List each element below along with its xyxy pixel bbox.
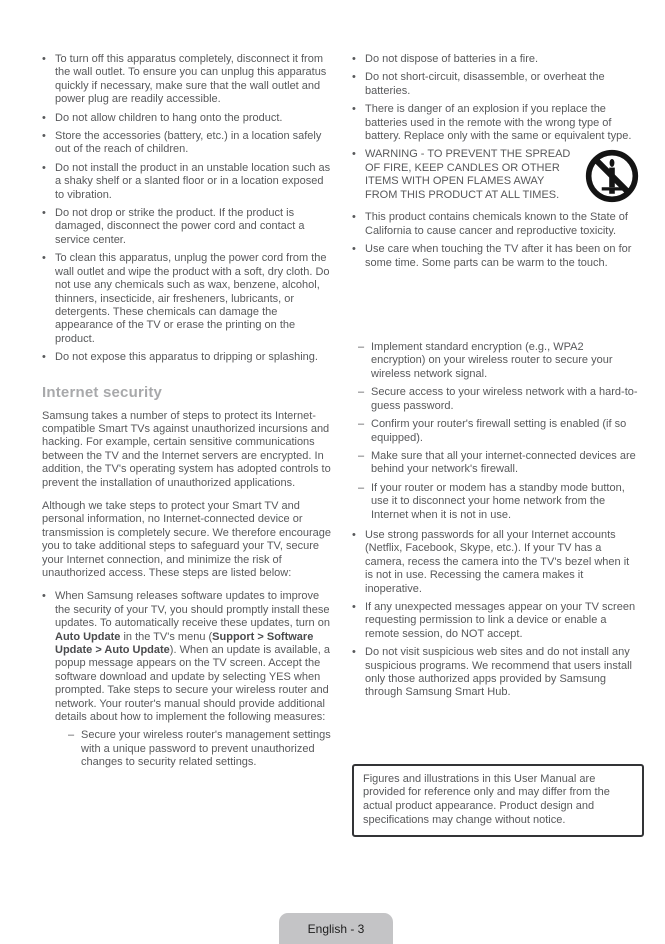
router-measures-list-continued [358,341,640,522]
list-item [42,112,332,125]
list-item-text: When Samsung releases software updates to improve the security of your TV, you should promptly install these updates. To automatically receive these updates, turn on Auto Update in the TV's menu (Support > Software Update > Auto Update). When an update is available, a popup message appears on the TV screen. Accept the software download and update by selecting YES when prompted. Take steps to secure your wireless router and network. Your router's manual should provide additional details about how to implement the following measures: [55,590,331,724]
software-update-list [42,590,332,724]
section-paragraph: Although we take steps to protect your Smart TV and personal information, no Internet-connected device or transmission is completely secure. We therefore encourage you to take additional steps to safeguard your TV, secure your Internet connection, and minimize the risk of unauthorized access. These steps are listed below: [42,499,331,579]
list-item [42,590,332,724]
router-measures-list [68,729,332,769]
list-item-text: Do not allow children to hang onto the product. [55,111,283,124]
section-heading: Internet security [42,383,163,401]
notice-box: Figures and illustrations in this User Manual are provided for reference only and may differ from the actual product appearance. Product design and specifications may change without notice. [352,764,644,837]
list-item [358,341,640,381]
security-advice-list [352,529,640,700]
list-item-text: Do not drop or strike the product. If the product is damaged, disconnect the power cord and contact a service center. [55,207,305,246]
bullet-icon: • [42,252,46,265]
bullet-icon: • [42,53,46,65]
list-item [352,211,640,238]
dash-icon: – [358,341,365,354]
list-item-text: Do not visit suspicious web sites and do not install any suspicious programs. We recommend that users install only those authorized apps provided by Samsung through Samsung Smart Hub. [365,646,632,699]
section-paragraph: Samsung takes a number of steps to protect its Internet-compatible Smart TVs against unauthorized incursions and hacking. For example, certain sensitive communications between the TV and the Internet servers are encrypted. In addition, the TV's operating system has adopted controls to prevent the installation of unauthorized applications. [42,409,331,489]
list-item [358,450,640,477]
list-item [352,529,640,596]
list-item [42,207,332,247]
no-open-flames-icon [584,148,640,204]
list-item-text: Secure access to your wireless network with a hard-to-guess password. [371,386,638,412]
list-item-text: If any unexpected messages appear on your TV screen requesting permission to link a device or enable a remote session, do NOT accept. [365,600,636,640]
list-item-text: Store the accessories (battery, etc.) in a location safely out of the reach of children. [55,130,322,156]
list-item [352,243,640,270]
list-item [358,386,640,413]
list-item [352,646,640,700]
internet-security-continued [352,341,640,700]
list-item-text: Do not short-circuit, disassemble, or overheat the batteries. [365,71,605,97]
list-item-text: There is danger of an explosion if you replace the batteries used in the remote with the wrong type of battery. Replace only with the same or equivalent type. [365,103,632,143]
bullet-icon: • [42,351,46,364]
dash-icon: – [358,386,365,399]
bullet-icon: • [352,211,356,224]
bullet-icon: • [352,148,356,161]
dash-icon: – [68,729,75,742]
list-item [42,351,332,364]
bullet-icon: • [42,111,46,124]
list-item-text: This product contains chemicals known to the State of California to cause cancer and reproductive toxicity. [365,211,628,237]
list-item [352,601,640,641]
list-item [42,252,332,346]
bullet-icon: • [352,103,356,116]
list-item-text: Do not dispose of batteries in a fire. [365,53,539,65]
list-item-text: Confirm your router's firewall setting is enabled (if so equipped). [371,418,627,444]
list-item-text: Use strong passwords for all your Internet accounts (Netflix, Facebook, Skype, etc.). If your TV has a camera, recess the camera into the TV's bezel when it is not in use. Recessing the camera makes it inoperative. [365,528,630,595]
bullet-icon: • [42,207,46,220]
bullet-icon: • [352,528,356,541]
warning-text-wrap [365,148,640,206]
list-item-text: If your router or modem has a standby mode button, use it to disconnect your home network from the Internet when it is not in use. [371,481,625,521]
list-item [352,53,640,66]
list-item [42,162,332,202]
bullet-icon: • [42,161,46,174]
right-safety-list [352,53,640,270]
list-item-text: Make sure that all your internet-connected devices are behind your network's firewall. [371,449,636,476]
list-item [358,482,640,522]
list-item [42,130,332,157]
bullet-icon: • [352,243,356,256]
list-item-text: Secure your wireless router's management settings with a unique password to prevent unauthorized changes to security related settings. [81,729,331,769]
bullet-icon: • [42,130,46,143]
bullet-icon: • [352,600,356,613]
list-item [352,103,640,143]
dash-icon: – [358,449,365,462]
list-item-text: Do not install the product in an unstable location such as a shaky shelf or a slanted floor or in a location exposed to vibration. [55,161,331,201]
list-item-text: Use care when touching the TV after it has been on for some time. Some parts can be warm to the touch. [365,243,632,269]
list-item [352,71,640,98]
list-item-text: WARNING - TO PREVENT THE SPREAD OF FIRE, KEEP CANDLES OR OTHER ITEMS WITH OPEN FLAMES AWAY FROM THIS PRODUCT AT ALL TIMES. [365,148,571,201]
list-item-text: Do not expose this apparatus to dripping or splashing. [55,351,318,364]
warning-list-item [352,148,640,206]
list-item-text: To turn off this apparatus completely, disconnect it from the wall outlet. To ensure you can unplug this apparatus quickly if necessary, make sure that the wall outlet and power plug are readily accessible. [55,53,327,106]
right-column [352,53,640,837]
list-item [42,53,332,107]
left-column [42,53,332,837]
page-number-tab: English - 3 [279,913,393,944]
list-item [358,418,640,445]
dash-icon: – [358,418,365,431]
list-item-text: To clean this apparatus, unplug the power cord from the wall outlet and wipe the product with a soft, dry cloth. Do not use any chemicals such as wax, benzene, alcohol, thinners, insecticide, air fresheners, lubricants, or detergents. These chemicals can damage the appearance of the TV or erase the printing on the product. [55,252,330,345]
list-item [68,729,332,769]
bullet-icon: • [352,646,356,659]
bullet-icon: • [42,590,46,603]
left-safety-list [42,53,332,365]
bullet-icon: • [352,53,356,65]
dash-icon: – [358,481,365,494]
bullet-icon: • [352,71,356,84]
list-item-text: Implement standard encryption (e.g., WPA2 encryption) on your wireless router to secure your wireless network signal. [371,341,613,380]
